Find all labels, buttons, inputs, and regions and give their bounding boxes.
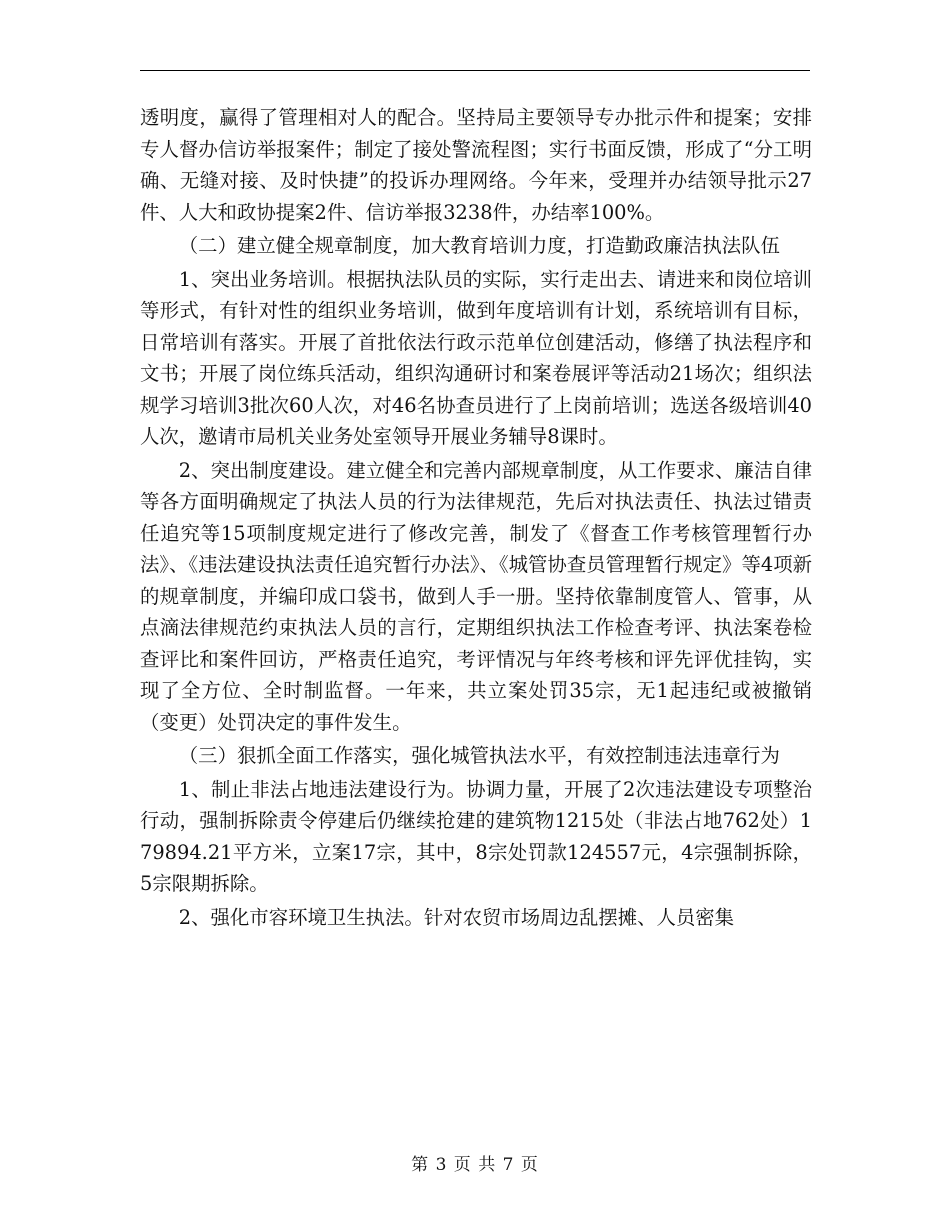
paragraph-continuation: 透明度，赢得了管理相对人的配合。坚持局主要领导专办批示件和提案；安排专人督办信访举报案件；制定了接处警流程图；实行书面反馈，形成了“分工明确、无缝对接、及时快捷”的投诉办理网络。今年来，受理并办结领导批示27件、人大和政协提案2件、信访举报3238件，办结率100%。	[140, 106, 812, 224]
document-body	[140, 102, 812, 933]
paragraph-environment-enforcement: 2、强化市容环境卫生执法。针对农贸市场周边乱摆摊、人员密集	[178, 905, 735, 929]
paragraph-illegal-construction: 1、制止非法占地违法建设行为。协调力量，开展了2次违法建设专项整治行动，强制拆除责令停建后仍继续抢建的建筑物1215处（非法占地762处）179894.21平方米，立案17宗，其中，8宗处罚款124557元，4宗强制拆除，5宗限期拆除。	[140, 777, 812, 895]
paragraph-system-building: 2、突出制度建设。建立健全和完善内部规章制度，从工作要求、廉洁自律等各方面明确规定了执法人员的行为法律规范，先后对执法责任、执法过错责任追究等15项制度规定进行了修改完善，制发了《督查工作考核管理暂行办法》、《违法建设执法责任追究暂行办法》、《城管协查员管理暂行规定》等4项新的规章制度，并编印成口袋书，做到人手一册。坚持依靠制度管人、管事，从点滴法律规范约束执法人员的言行，定期组织执法工作检查考评、执法案卷检查评比和案件回访，严格责任追究，考评情况与年终考核和评先评优挂钩，实现了全方位、全时制监督。一年来，共立案处罚35宗，无1起违纪或被撤销（变更）处罚决定的事件发生。	[140, 458, 812, 734]
section-heading-2: （二）建立健全规章制度，加大教育培训力度，打造勤政廉洁执法队伍	[178, 234, 780, 257]
section-heading-3: （三）狠抓全面工作落实，强化城管执法水平，有效控制违法违章行为	[178, 744, 780, 767]
header-rule	[140, 70, 810, 71]
page-number: 第 3 页 共 7 页	[411, 1155, 539, 1175]
paragraph-business-training: 1、突出业务培训。根据执法队员的实际，实行走出去、请进来和岗位培训等形式，有针对性的组织业务培训，做到年度培训有计划，系统培训有目标，日常培训有落实。开展了首批依法行政示范单位创建活动，修缮了执法程序和文书；开展了岗位练兵活动，组织沟通研讨和案卷展评等活动21场次；组织法规学习培训3批次60人次，对46名协查员进行了上岗前培训；选送各级培训40人次，邀请市局机关业务处室领导开展业务辅导8课时。	[140, 267, 812, 448]
